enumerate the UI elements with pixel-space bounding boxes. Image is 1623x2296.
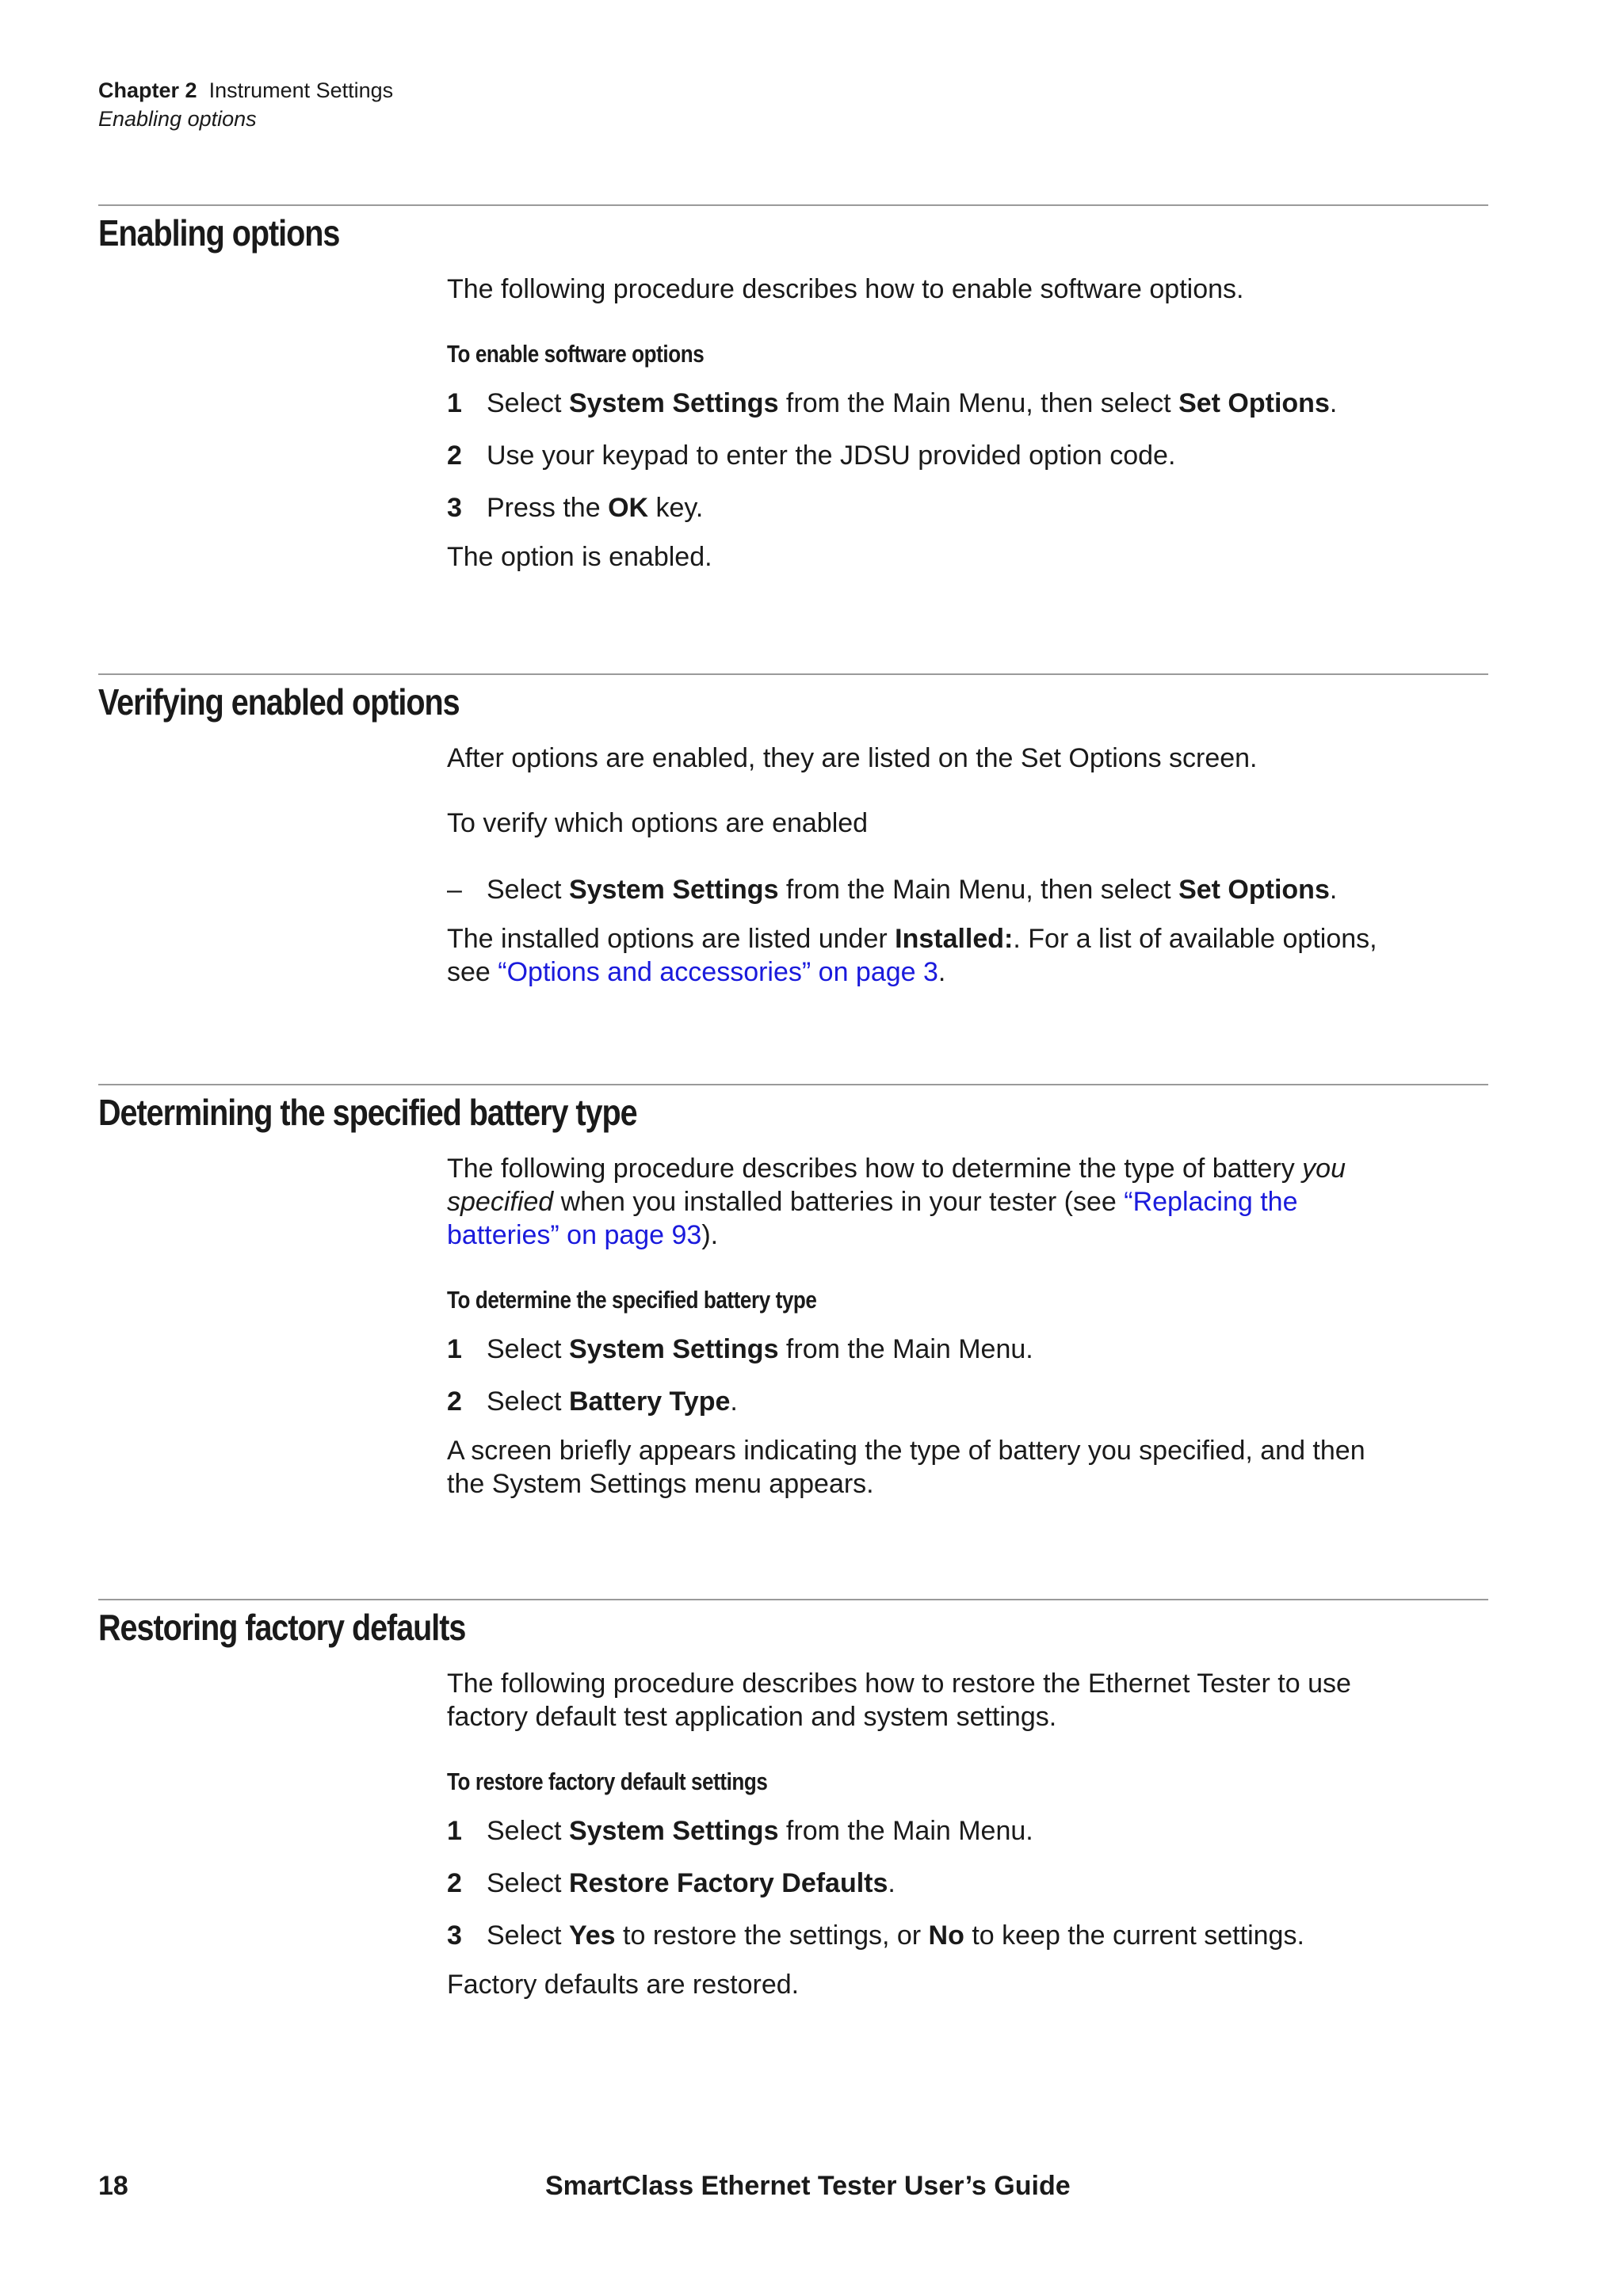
section-restoring-defaults xyxy=(98,1599,1488,1650)
section-rule xyxy=(98,673,1488,675)
step-text: Select Yes to restore the settings, or No to keep the current settings. xyxy=(487,1920,1304,1951)
step-text: Press the OK key. xyxy=(487,493,704,523)
section-rule xyxy=(98,204,1488,206)
running-head xyxy=(98,76,393,133)
step-text: Select System Settings from the Main Menu. xyxy=(487,1816,1033,1846)
bullet-item xyxy=(447,873,1398,906)
step-item xyxy=(447,1333,1398,1366)
paragraph: After options are enabled, they are listed on the Set Options screen. xyxy=(447,743,1258,773)
result-text: The installed options are listed under Installed:. For a list of available options, see “Options and accessories” on page 3. xyxy=(447,924,1377,987)
result-text: Factory defaults are restored. xyxy=(447,1970,800,2000)
step-item xyxy=(447,491,1398,524)
step-item xyxy=(447,1385,1398,1418)
section-enabling-options xyxy=(98,204,1488,255)
step-text: Use your keypad to enter the JDSU provided option code. xyxy=(487,441,1176,471)
section-verifying-options xyxy=(98,673,1488,724)
procedure-title: To determine the specified battery type xyxy=(447,1286,817,1314)
step-item xyxy=(447,1867,1398,1900)
chapter-title: Instrument Settings xyxy=(208,78,394,102)
section-body xyxy=(447,1152,1398,1501)
step-item xyxy=(447,1919,1398,1952)
step-number: 1 xyxy=(447,388,462,418)
dash-marker: – xyxy=(447,875,462,905)
step-number: 3 xyxy=(447,493,462,523)
footer-title: SmartClass Ethernet Tester User’s Guide xyxy=(545,2171,1071,2201)
step-item xyxy=(447,439,1398,472)
section-title: Determining the specified battery type xyxy=(98,1092,637,1133)
section-rule xyxy=(98,1599,1488,1600)
cross-reference-link[interactable]: “Replacing the batteries” on page 93 xyxy=(447,1187,1298,1250)
result-text: A screen briefly appears indicating the type of battery you specified, and then the System Settings menu appears. xyxy=(447,1436,1365,1499)
result-text: The option is enabled. xyxy=(447,542,712,572)
section-rule xyxy=(98,1084,1488,1085)
step-number: 3 xyxy=(447,1920,462,1951)
step-number: 1 xyxy=(447,1334,462,1364)
section-body xyxy=(447,742,1398,989)
cross-reference-link[interactable]: “Options and accessories” on page 3 xyxy=(498,957,938,987)
section-title: Restoring factory defaults xyxy=(98,1607,466,1648)
section-battery-type xyxy=(98,1084,1488,1135)
running-subtitle: Enabling options xyxy=(98,107,257,131)
section-title: Verifying enabled options xyxy=(98,681,460,723)
step-text: Select Battery Type. xyxy=(487,1386,738,1417)
procedure-title: To enable software options xyxy=(447,340,705,368)
step-number: 2 xyxy=(447,1386,462,1417)
step-number: 2 xyxy=(447,441,462,471)
step-text: Select Restore Factory Defaults. xyxy=(487,1868,896,1898)
chapter-number: Chapter 2 xyxy=(98,78,197,102)
step-number: 1 xyxy=(447,1816,462,1846)
page-number: 18 xyxy=(98,2171,128,2201)
section-title: Enabling options xyxy=(98,212,340,254)
step-number: 2 xyxy=(447,1868,462,1898)
section-body xyxy=(447,273,1398,574)
step-text: Select System Settings from the Main Menu. xyxy=(487,1334,1033,1364)
paragraph: The following procedure describes how to enable software options. xyxy=(447,274,1244,304)
procedure-title: To restore factory default settings xyxy=(447,1768,768,1795)
section-body xyxy=(447,1667,1398,2001)
step-item xyxy=(447,1814,1398,1848)
paragraph: The following procedure describes how to restore the Ethernet Tester to use factory default test application and system settings. xyxy=(447,1669,1351,1732)
paragraph: To verify which options are enabled xyxy=(447,808,869,838)
step-item xyxy=(447,387,1398,420)
step-text: Select System Settings from the Main Menu, then select Set Options. xyxy=(487,388,1338,418)
paragraph: The following procedure describes how to determine the type of battery you specified when you installed batteries in your tester (see “Replacing the batteries” on page 93). xyxy=(447,1154,1346,1250)
bullet-text: Select System Settings from the Main Menu, then select Set Options. xyxy=(487,875,1338,905)
